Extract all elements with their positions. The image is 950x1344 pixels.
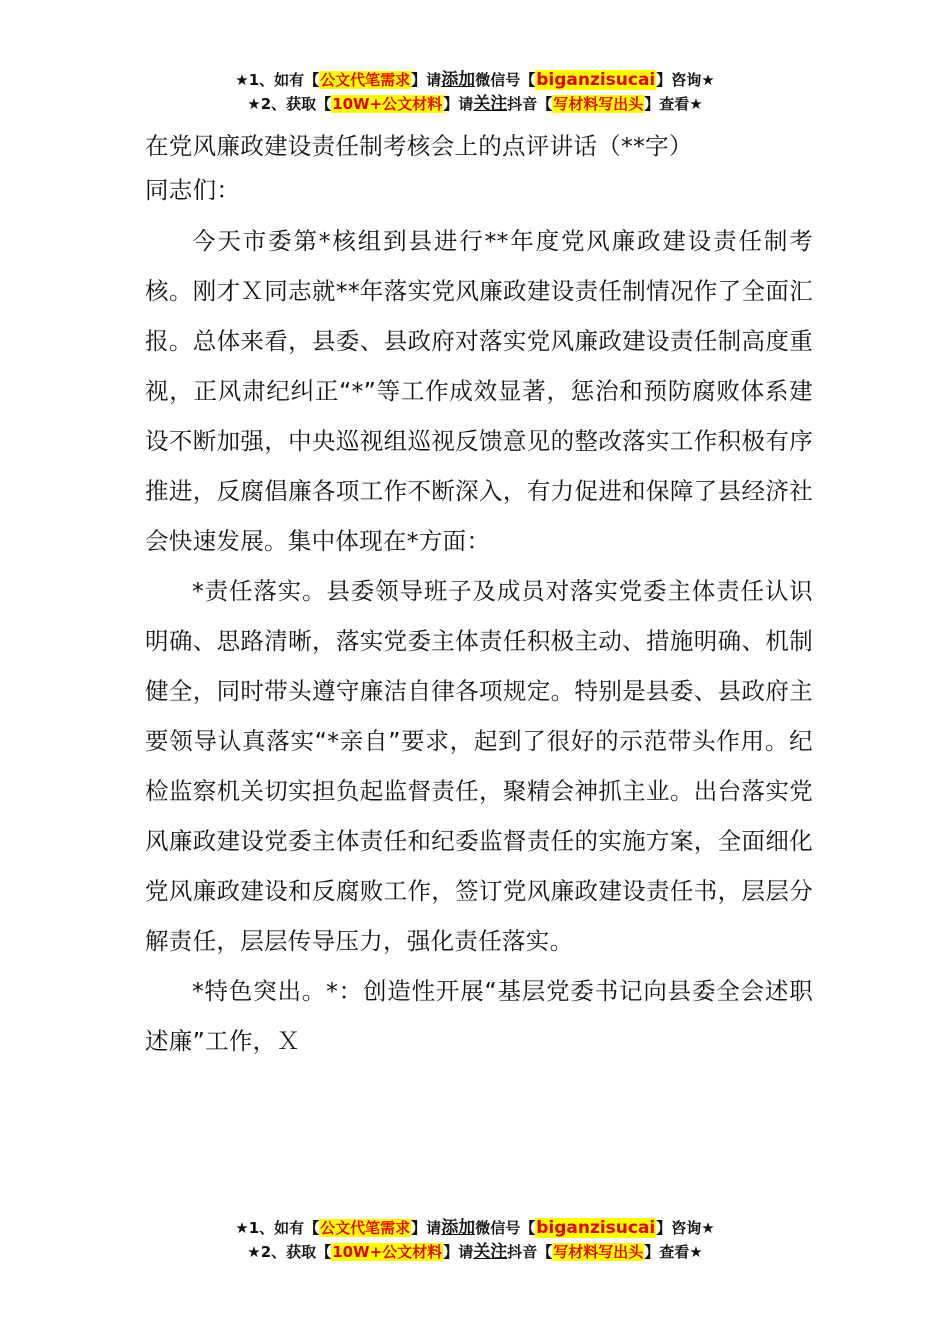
promo-text: 】咨询★: [656, 1219, 715, 1237]
promo-text: 微信号【: [475, 1219, 536, 1237]
promo-highlight-douyin: 写材料写出头: [553, 1243, 644, 1261]
paragraph-features: *特色突出。*：创造性开展“基层党委书记向县委全会述职述廉”工作，Ｘ: [145, 977, 813, 1055]
promo-line-1: [0, 68, 950, 92]
paragraph-intro: 今天市委第*核组到县进行**年度党风廉政建设责任制考核。刚才Ｘ同志就**年落实党风廉政建设责任制情况作了全面汇报。总体来看，县委、县政府对落实党风廉政建设责任制高度重视，正风肃纪纠正“*”等工作成效显著，惩治和预防腐败体系建设不断加强，中央巡视组巡视反馈意见的整改落实工作积极有序推进，反腐倡廉各项工作不断深入，有力促进和保障了县经济社会快速发展。集中体现在*方面：: [145, 227, 813, 555]
promo-underlined: 添加: [441, 70, 476, 90]
promo-line-2: [0, 1240, 950, 1264]
promo-highlight: 10W+公文材料: [332, 95, 443, 113]
promo-highlight: 公文代笔需求: [320, 1219, 411, 1237]
document-body: [145, 128, 813, 1066]
promo-text: ★2、获取【: [247, 1243, 332, 1261]
promo-text: ★2、获取【: [247, 95, 332, 113]
promo-text: ★1、如有【: [235, 71, 320, 89]
paragraph-responsibility: *责任落实。县委领导班子及成员对落实党委主体责任认识明确、思路清晰，落实党委主体责任积极主动、措施明确、机制健全，同时带头遵守廉洁自律各项规定。特别是县委、县政府主要领导认真落实“*亲自”要求，起到了很好的示范带头作用。纪检监察机关切实担负起监督责任，聚精会神抓主业。出台落实党风廉政建设党委主体责任和纪委监督责任的实施方案，全面细化党风廉政建设和反腐败工作，签订党风廉政建设责任书，层层分解责任，层层传导压力，强化责任落实。: [145, 577, 813, 955]
promo-line-1: [0, 1216, 950, 1240]
promo-highlight-wechat: biganzisucai: [536, 1218, 656, 1238]
promo-underlined: 关注: [473, 1242, 508, 1262]
promo-text: 】请: [411, 1219, 442, 1237]
promo-text: 微信号【: [475, 71, 536, 89]
salutation: 同志们：: [145, 176, 241, 204]
promo-text: 】咨询★: [656, 71, 715, 89]
promo-text: 】请: [443, 95, 474, 113]
promo-text: 抖音【: [507, 1243, 553, 1261]
promo-text: 】请: [443, 1243, 474, 1261]
document-title: 在党风廉政建设责任制考核会上的点评讲话（**字）: [145, 132, 693, 160]
promo-banner-top: [0, 68, 950, 116]
promo-text: 抖音【: [507, 95, 553, 113]
promo-banner-bottom: [0, 1216, 950, 1264]
promo-text: 】查看★: [644, 1243, 703, 1261]
promo-text: 】查看★: [644, 95, 703, 113]
promo-highlight-wechat: biganzisucai: [536, 70, 656, 90]
promo-highlight-douyin: 写材料写出头: [553, 95, 644, 113]
promo-text: 】请: [411, 71, 442, 89]
promo-text: ★1、如有【: [235, 1219, 320, 1237]
promo-highlight: 10W+公文材料: [332, 1243, 443, 1261]
promo-line-2: [0, 92, 950, 116]
promo-underlined: 关注: [473, 94, 508, 114]
promo-highlight: 公文代笔需求: [320, 71, 411, 89]
promo-underlined: 添加: [441, 1218, 476, 1238]
